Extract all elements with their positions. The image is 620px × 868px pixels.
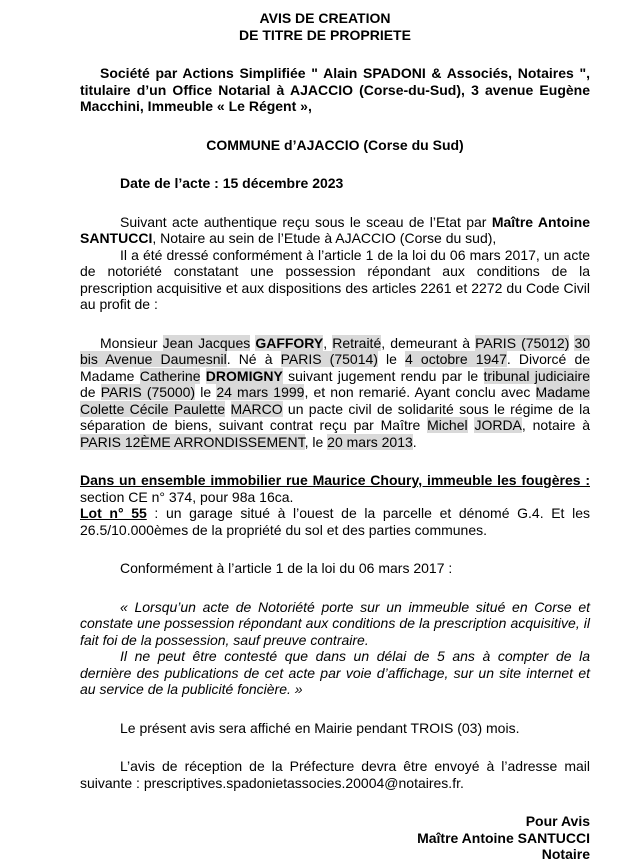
signature-block xyxy=(80,813,590,863)
title-line-1: AVIS DE CREATION xyxy=(259,10,391,26)
pacs-notary-lastname: JORDA xyxy=(474,417,522,433)
property-paragraph xyxy=(80,472,590,505)
property-section: section CE n° 374, pour 98a 16ca. xyxy=(80,488,294,505)
court-name: tribunal judiciaire xyxy=(483,367,591,384)
lot-label: Lot n° 55 xyxy=(80,505,147,521)
beneficiary-paragraph: Monsieur Jean Jacques GAFFORY, Retraité, demeurant à PARIS (75012) 30 bis Avenue Daumesnil. Né à PARIS (75014) le 4 octobre 1947. Divorcé de Madame Catherine DROMIGNY suivant jugement rendu par le tribunal judiciaire de PARIS (75000) le 24 mars 1999, et non remarié. Ayant conclu avec Madame Colette Cécile Paulette MARCO un pacte civil de solidarité sous le régime de la séparation de biens, suivant contrat reçu par Maître Michel JORDA, notaire à PARIS 12ÈME ARRONDISSEMENT, le 20 mars 2013. xyxy=(80,334,591,450)
court-date: 24 mars 1999 xyxy=(216,384,305,400)
conformement-line: Conformément à l’article 1 de la loi du 06 mars 2017 : xyxy=(120,560,453,576)
lot-description: : un garage situé à l’ouest de la parcelle et dénomé G.4. Et les 26.5/10.000èmes de la propriété du sol et des parties communes. xyxy=(80,505,590,538)
court-city: PARIS (75000) xyxy=(100,384,196,400)
intro-text: Suivant acte authentique reçu sous le sceau de l’Etat par xyxy=(120,213,492,230)
beneficiary-firstnames: Jean Jacques xyxy=(162,334,251,351)
notary-office: Société par Actions Simplifiée " Alain SPADONI & Associés, Notaires ", titulaire d’un Office Notarial à AJACCIO (Corse-du-Sud), 3 avenue Eugène Macchini, Immeuble « Le Régent », xyxy=(80,65,590,114)
signature-line-1: Pour Avis xyxy=(525,813,590,829)
beneficiary-job: Retraité xyxy=(332,334,382,351)
notice-title xyxy=(60,10,590,43)
law-quote-1: « Lorsqu’un acte de Notoriété porte sur un immeuble situé en Corse et constate une possession répondant aux conditions de la prescription acquisitive, il fait foi de la possession, sauf preuve contraire. xyxy=(80,598,590,648)
ex-spouse-firstname: Catherine xyxy=(139,367,201,384)
notary-name: Maître Antoine SANTUCCI xyxy=(80,213,590,246)
signature-line-3: Notaire xyxy=(541,846,590,862)
birth-city: PARIS (75014) xyxy=(280,351,378,367)
act-date: Date de l’acte : 15 décembre 2023 xyxy=(120,175,344,191)
posting-notice: Le présent avis sera affiché en Mairie pendant TROIS (03) mois. xyxy=(120,719,520,736)
birth-date: 4 octobre 1947 xyxy=(405,351,507,367)
partner-names: Madame Colette Cécile Paulette xyxy=(80,384,591,417)
law-quote-2: Il ne peut être contesté que dans un délai de 5 ans à compter de la dernière des publications de cet acte par voie d’affichage, sur un site internet et au service de la publicité foncière. » xyxy=(80,648,590,697)
intro-text-end: , Notaire au sein de l’Etude à AJACCIO (Corse du sud), xyxy=(152,230,497,246)
notoriety-paragraph: Il a été dressé conformément à l’article 1 de la loi du 06 mars 2017, un acte de notoriété constatant une possession répondant aux conditions de la prescription acquisitive et aux dispositions des articles 2261 et 2272 du Code Civil au profit de : xyxy=(80,246,590,312)
property-heading: Dans un ensemble immobilier rue Maurice Choury, immeuble les fougères : xyxy=(80,472,590,488)
partner-lastname: MARCO xyxy=(230,400,283,417)
beneficiary-address: 30 bis Avenue Daumesnil xyxy=(80,334,591,367)
beneficiary-city: PARIS (75012) xyxy=(475,334,570,351)
pacs-date: 20 mars 2013 xyxy=(327,433,413,450)
intro-paragraph xyxy=(80,214,590,247)
pacs-notary-city: PARIS 12ÈME ARRONDISSEMENT xyxy=(80,433,305,450)
prefecture-notice: L’avis de réception de la Préfecture devra être envoyé à l’adresse mail suivante : prescriptives.spadonietassocies.20004@notaires.fr. xyxy=(80,758,590,791)
title-line-2: DE TITRE DE PROPRIETE xyxy=(239,26,411,43)
beneficiary-lastname: GAFFORY xyxy=(255,334,324,351)
signature-line-2: Maître Antoine SANTUCCI xyxy=(417,829,590,846)
commune-heading: COMMUNE d’AJACCIO (Corse du Sud) xyxy=(206,136,464,153)
pacs-notary-firstname: Michel xyxy=(427,417,468,433)
ex-spouse-lastname: DROMIGNY xyxy=(205,367,283,384)
lot-paragraph xyxy=(80,505,590,538)
